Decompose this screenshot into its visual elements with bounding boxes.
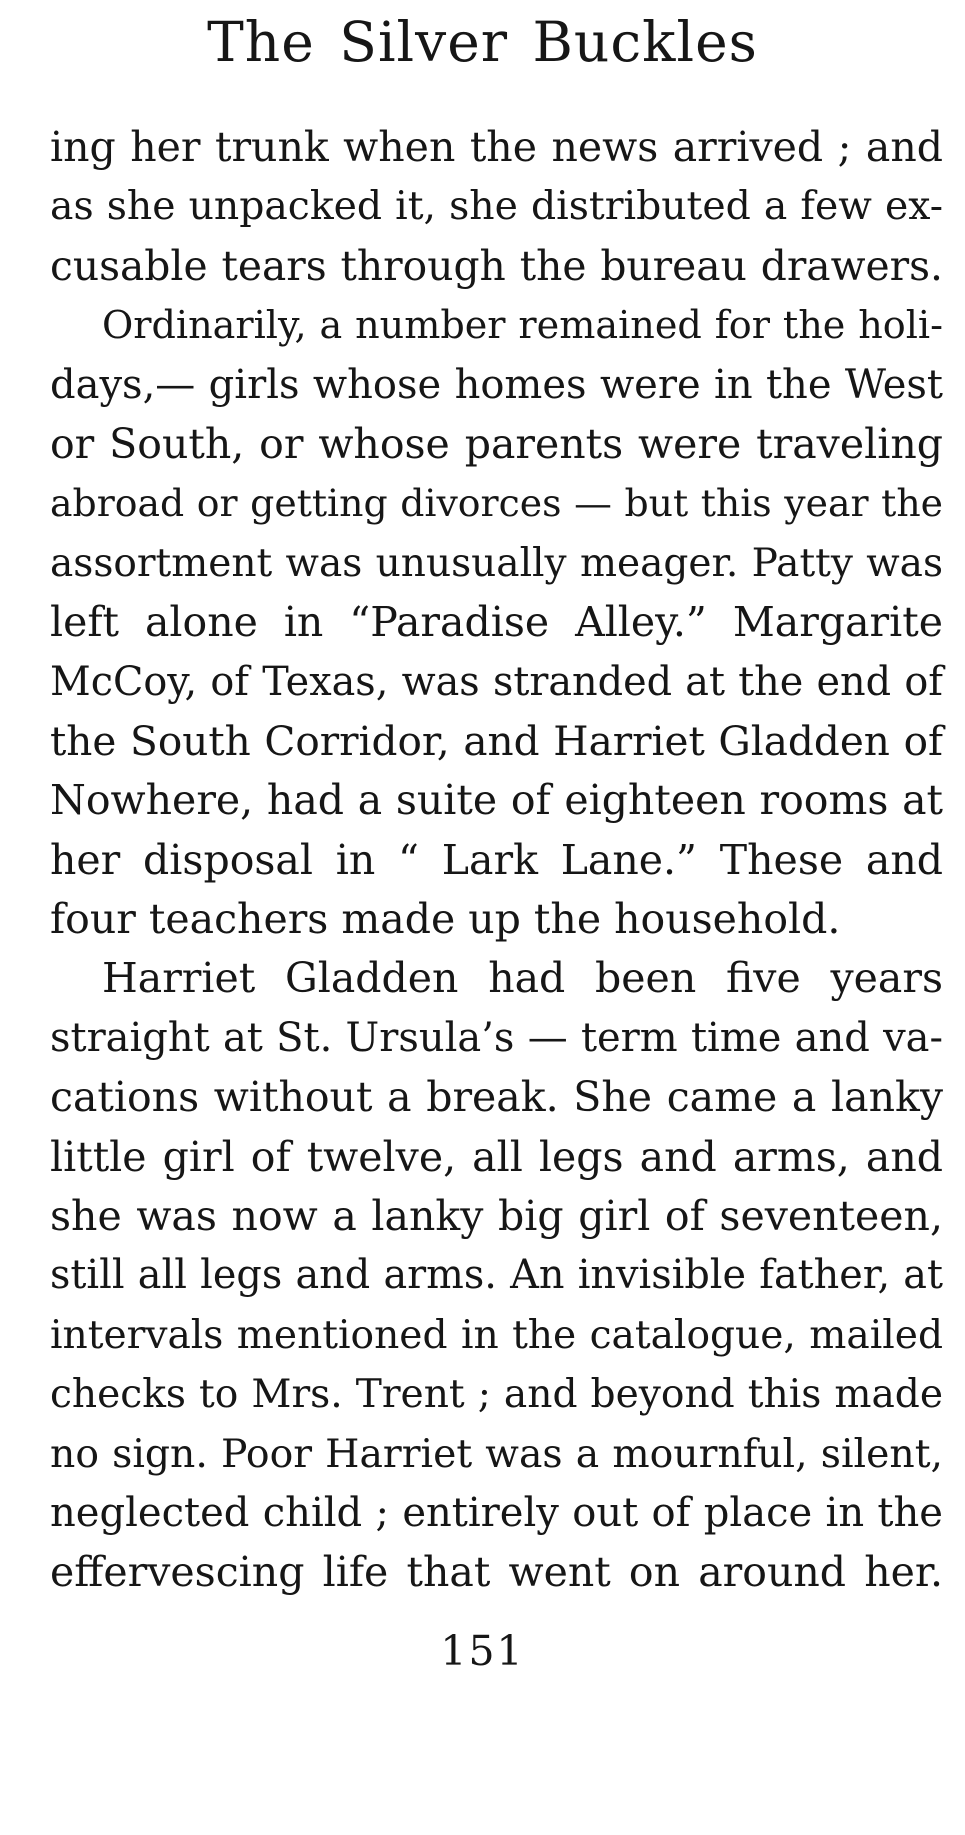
running-head: The Silver Buckles — [207, 10, 758, 74]
text-line: still all legs and arms. An invisible father, at — [50, 1252, 943, 1299]
text-line: little girl of twelve, all legs and arms, and — [50, 1132, 943, 1181]
text-line: no sign. Poor Harriet was a mournful, silent, — [50, 1431, 943, 1477]
text-line: left alone in “Paradise Alley.” Margarite — [50, 598, 943, 647]
text-line: effervescing life that went on around her. — [50, 1548, 943, 1597]
text-line: days,— girls whose homes were in the West — [50, 361, 943, 408]
text-line: cations without a break. She came a lanky — [50, 1073, 943, 1122]
text-line: Nowhere, had a suite of eighteen rooms at — [50, 776, 943, 825]
text-line: as she unpacked it, she distributed a few ex- — [50, 184, 943, 230]
text-line: checks to Mrs. Trent ; and beyond this made — [50, 1372, 943, 1418]
text-line: neglected child ; entirely out of place in the — [50, 1489, 943, 1536]
text-line: four teachers made up the household. — [50, 895, 841, 944]
text-line: the South Corridor, and Harriet Gladden of — [50, 716, 943, 765]
text-line: cusable tears through the bureau drawers. — [50, 241, 943, 290]
text-line: she was now a lanky big girl of seventeen, — [50, 1192, 943, 1241]
text-line: assortment was unusually meager. Patty was — [50, 540, 943, 586]
text-line: straight at St. Ursula’s — term time and va- — [50, 1014, 943, 1061]
text-line: or South, or whose parents were traveling — [50, 419, 943, 468]
body-text — [50, 118, 943, 1603]
text-line: abroad or getting divorces — but this year the — [50, 481, 943, 526]
text-line: Harriet Gladden had been five years — [102, 954, 943, 1003]
page-number: 151 — [440, 1627, 525, 1675]
text-line: Ordinarily, a number remained for the holi- — [102, 303, 943, 348]
text-line: her disposal in “ Lark Lane.” These and — [50, 835, 943, 884]
text-line: ing her trunk when the news arrived ; and — [50, 123, 943, 171]
text-line: McCoy, of Texas, was stranded at the end of — [50, 658, 943, 705]
text-line: intervals mentioned in the catalogue, mailed — [50, 1312, 943, 1358]
